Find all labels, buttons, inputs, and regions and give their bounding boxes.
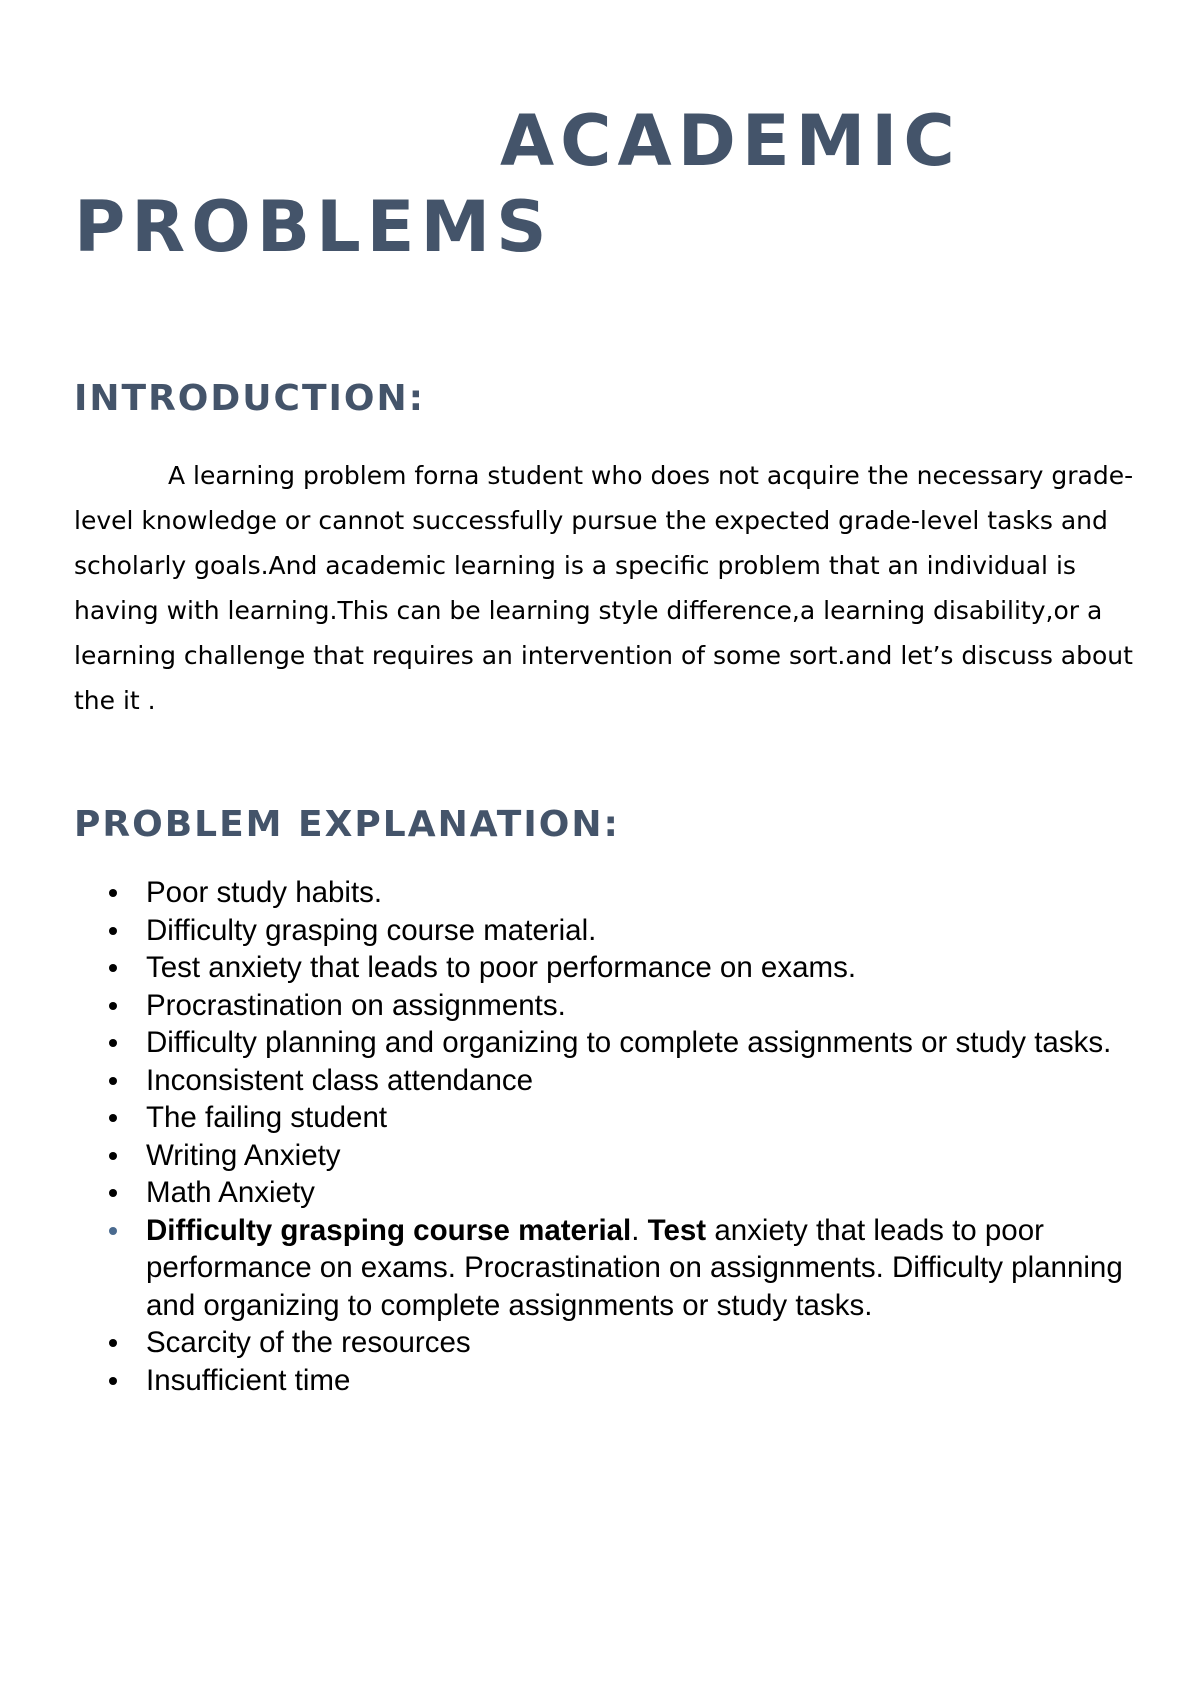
bullet-icon <box>109 1002 117 1010</box>
bold-text: Difficulty grasping course material <box>146 1213 632 1247</box>
bullet-icon <box>109 1114 117 1122</box>
list-item <box>74 1174 1144 1212</box>
list-item <box>74 1324 1144 1362</box>
bullet-icon <box>109 1377 117 1385</box>
list-item-text: Poor study habits. <box>146 876 383 909</box>
title-line-problems: PROBLEMS <box>74 186 553 268</box>
list-item <box>74 1362 1144 1400</box>
bullet-icon <box>109 1039 117 1047</box>
introduction-heading: INTRODUCTION: <box>74 378 426 419</box>
list-item-text: Inconsistent class attendance <box>146 1063 534 1097</box>
plain-text: anxiety that leads to poor performance on exams. Procrastination on assignments. Difficulty planning and organizing to complete assignments or study tasks. <box>146 1213 1123 1322</box>
list-item-mixed <box>74 1212 1144 1325</box>
list-item <box>74 949 1144 987</box>
bullet-icon <box>109 1077 117 1085</box>
list-item <box>74 1137 1144 1175</box>
bullet-icon <box>109 1152 117 1160</box>
list-item-text: Math Anxiety <box>146 1176 315 1209</box>
problem-list <box>74 874 1144 1399</box>
list-item-text: Difficulty planning and organizing to complete assignments or study tasks. <box>146 1026 1112 1059</box>
list-item-text: Test anxiety that leads to poor performance on exams. <box>146 951 857 984</box>
bullet-icon <box>109 927 117 935</box>
bullet-icon <box>109 1189 117 1197</box>
bullet-icon <box>109 1339 117 1347</box>
list-item-text: Procrastination on assignments. <box>146 988 566 1022</box>
bold-text: Test <box>647 1213 707 1247</box>
list-item <box>74 874 1144 912</box>
bullet-icon <box>109 964 117 972</box>
plain-text: . <box>631 1213 648 1247</box>
list-item <box>74 912 1144 950</box>
document-title <box>74 98 1154 270</box>
list-item <box>74 987 1144 1025</box>
bullet-icon <box>109 889 117 897</box>
list-item <box>74 1024 1144 1062</box>
list-item-text: Difficulty grasping course material. <box>146 913 597 947</box>
bullet-icon <box>109 1227 117 1235</box>
list-item <box>74 1062 1144 1100</box>
title-line-academic: ACADEMIC <box>500 100 961 182</box>
list-item-text: Insufficient time <box>146 1363 351 1397</box>
introduction-paragraph: A learning problem forna student who does not acquire the necessary grade-level knowledge or cannot successfully pursue the expected grade-level tasks and scholarly goals.And academic learning is a specific problem that an individual is having with learning.This can be learning style difference,a learning disability,or a learning challenge that requires an intervention of some sort.and let’s discuss about the it . <box>74 461 1134 715</box>
list-item-text: The failing student <box>146 1101 388 1134</box>
list-item-text: Scarcity of the resources <box>146 1326 471 1359</box>
problem-explanation-heading: PROBLEM EXPLANATION: <box>74 804 620 845</box>
list-item <box>74 1099 1144 1137</box>
list-item-text: Writing Anxiety <box>146 1138 341 1172</box>
